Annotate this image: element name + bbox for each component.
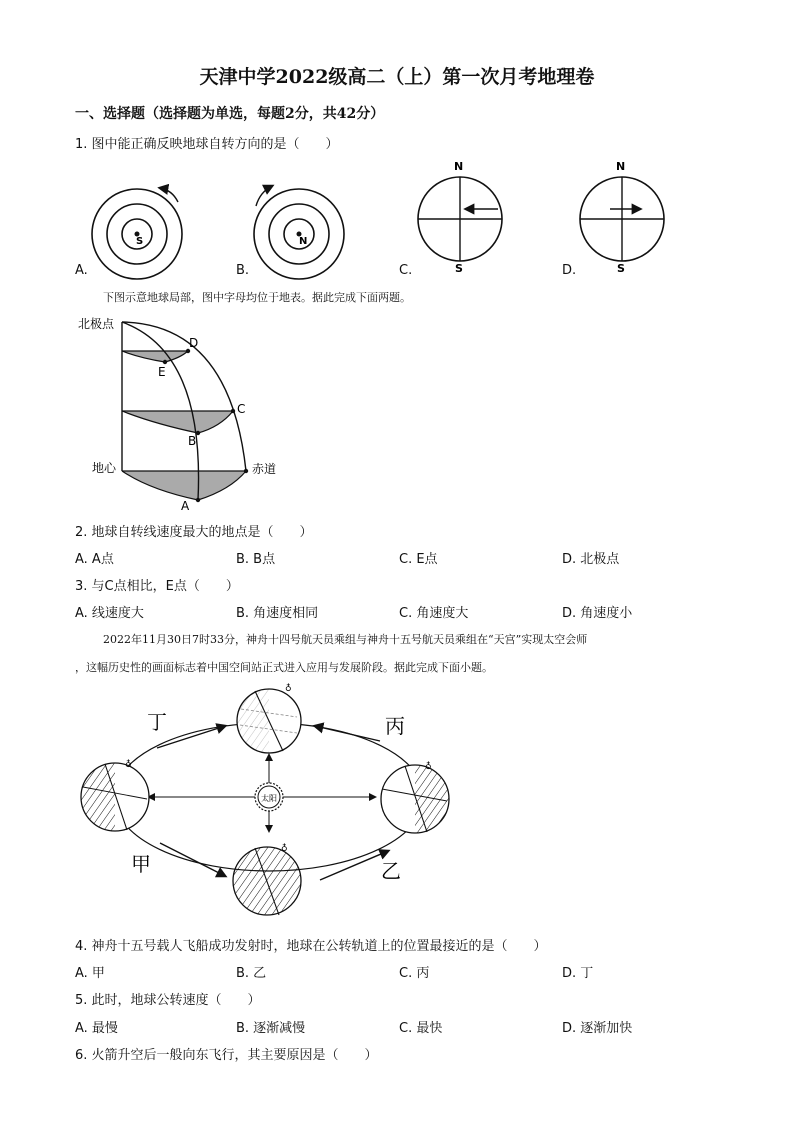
svg-text:♁: ♁ [281, 844, 288, 854]
label-yi: 乙 [381, 859, 401, 883]
label-jia: 甲 [131, 852, 151, 876]
q2-option-a: A. A点 [75, 552, 114, 567]
q1-figure-a [92, 188, 182, 279]
q4-option-b: B. 乙 [236, 966, 267, 981]
q2-stem: 2. 地球自转线速度最大的地点是（ ） [75, 525, 313, 540]
q2-option-b: B. B点 [236, 552, 276, 567]
pole-label-s: S [617, 262, 625, 275]
earth-orbit-figure [75, 683, 475, 923]
q5-option-b: B. 逐渐减慢 [236, 1021, 306, 1036]
earth-bottom [233, 843, 301, 915]
earth-center-label: 地心 [92, 461, 117, 475]
q3-option-d: D. 角速度小 [562, 606, 633, 621]
q1-figure-b [254, 186, 344, 279]
q4-option-a: A. 甲 [75, 966, 105, 981]
q5-option-d: D. 逐渐加快 [562, 1021, 633, 1036]
q1-stem: 1. 图中能正确反映地球自转方向的是（ ） [75, 137, 339, 152]
q1-figure-d [580, 160, 664, 275]
q1-option-b: B. [236, 263, 250, 278]
section-heading: 一、选择题（选择题为单选，每题2分，共42分） [75, 106, 385, 122]
q3-option-c: C. 角速度大 [399, 606, 469, 621]
pole-label-s: S [136, 236, 144, 247]
point-c-label: C [237, 402, 246, 416]
q4-option-c: C. 丙 [399, 966, 430, 981]
q3-option-a: A. 线速度大 [75, 606, 144, 621]
intro-text-2-line2: ，这幅历史性的画面标志着中国空间站正式进入应用与发展阶段。据此完成下面小题。 [75, 661, 493, 674]
q1-figure-c [418, 160, 502, 275]
point-d-label: D [189, 336, 199, 350]
q4-option-d: D. 丁 [562, 966, 594, 981]
intro-text-1: 下图示意地球局部，图中字母均位于地表。据此完成下面两题。 [103, 291, 411, 304]
svg-text:♁: ♁ [125, 760, 132, 770]
q1-option-a: A. [75, 263, 88, 278]
q6-stem: 6. 火箭升空后一般向东飞行，其主要原因是（ ） [75, 1048, 378, 1063]
q1-option-d: D. [562, 263, 577, 278]
point-e-label: E [158, 365, 166, 379]
svg-text:♁: ♁ [425, 762, 432, 772]
q2-option-c: C. E点 [399, 552, 438, 567]
earth-left [81, 759, 149, 831]
q5-option-a: A. 最慢 [75, 1021, 118, 1036]
label-ding: 丁 [147, 710, 167, 734]
svg-text:♁: ♁ [285, 684, 292, 694]
q1-figures [70, 152, 710, 282]
earth-right [381, 761, 449, 833]
label-bing: 丙 [385, 714, 405, 738]
point-b-label: B [188, 434, 197, 448]
point-a-label: A [181, 499, 190, 512]
q3-stem: 3. 与C点相比，E点（ ） [75, 579, 239, 594]
pole-label-n: N [616, 160, 626, 173]
page-title: 天津中学2022级高二（上）第一次月考地理卷 [199, 66, 595, 88]
earth-top [237, 683, 301, 753]
pole-label-s: S [455, 262, 463, 275]
pole-label-n: N [454, 160, 464, 173]
q5-option-c: C. 最快 [399, 1021, 443, 1036]
q1-option-c: C. [399, 263, 413, 278]
sun-label: 太阳 [261, 794, 277, 803]
q4-stem: 4. 神舟十五号载人飞船成功发射时，地球在公转轨道上的位置最接近的是（ ） [75, 939, 547, 954]
q3-option-b: B. 角速度相同 [236, 606, 319, 621]
pole-label-n: N [299, 236, 308, 247]
north-pole-label: 北极点 [78, 317, 115, 331]
equator-label: 赤道 [252, 462, 277, 476]
q5-stem: 5. 此时，地球公转速度（ ） [75, 993, 261, 1008]
earth-section-figure [70, 312, 300, 512]
intro-text-2-line1: 2022年11月30日7时33分，神舟十四号航天员乘组与神舟十五号航天员乘组在“天宫”实现太空会师 [103, 633, 588, 646]
q2-option-d: D. 北极点 [562, 552, 620, 567]
